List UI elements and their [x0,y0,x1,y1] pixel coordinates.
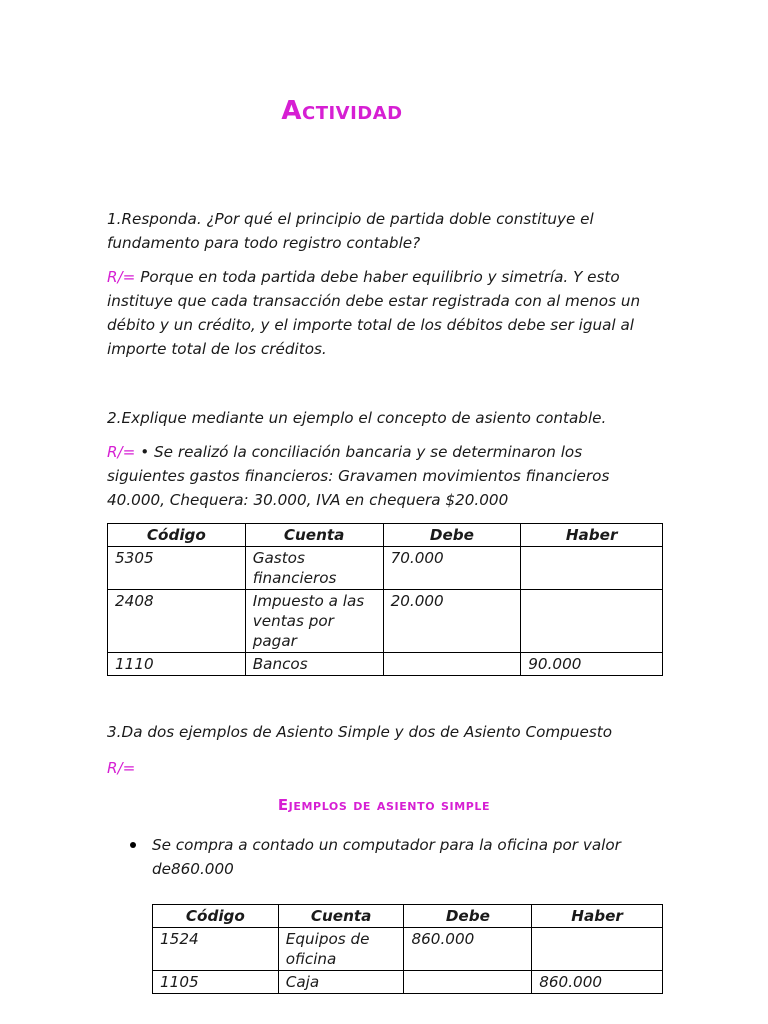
header-haber: Haber [521,524,663,547]
header-cuenta: Cuenta [245,524,383,547]
answer-2-text: • Se realizó la conciliación bancaria y se determinaron los siguientes gastos financieros: Gravamen movimientos financieros 40.000, Chequera: 30.000, IVA en chequera $20.000 [107,443,610,509]
cell-codigo: 2408 [108,590,246,653]
answer-2 [107,440,647,512]
cell-haber [532,928,663,971]
cell-debe: 860.000 [404,928,532,971]
header-codigo: Código [108,524,246,547]
header-haber: Haber [532,905,663,928]
table-row [153,971,663,994]
answer-1 [107,265,655,361]
cell-codigo: 1110 [108,653,246,676]
table-header-row [153,905,663,928]
question-2-text: Explique mediante un ejemplo el concepto de asiento contable. [121,409,607,427]
table-row [153,928,663,971]
answer-3-label: R/= [107,759,136,777]
cell-haber: 90.000 [521,653,663,676]
cell-debe: 70.000 [383,547,521,590]
question-2 [107,406,667,430]
question-3-text: Da dos ejemplos de Asiento Simple y dos de Asiento Compuesto [121,723,612,741]
bullet-item: Se compra a contado un computador para la oficina por valor de860.000 [152,836,621,878]
cell-debe [404,971,532,994]
answer-3 [107,756,667,780]
table-row [108,653,663,676]
cell-haber: 860.000 [532,971,663,994]
header-debe: Debe [404,905,532,928]
answer-2-label: R/= [107,443,136,461]
cell-codigo: 1524 [153,928,279,971]
cell-cuenta: Bancos [245,653,383,676]
answer-1-label: R/= [107,268,136,286]
cell-cuenta: Impuesto a las ventas por pagar [245,590,383,653]
question-1-text: Responda. ¿Por qué el principio de partida doble constituye el fundamento para todo registro contable? [107,210,594,252]
header-cuenta: Cuenta [278,905,404,928]
page-title: Actividad [281,96,403,126]
cell-haber [521,547,663,590]
cell-codigo: 5305 [108,547,246,590]
cell-cuenta: Gastos financieros [245,547,383,590]
question-2-number: 2. [107,409,122,427]
cell-debe [383,653,521,676]
table-header-row [108,524,663,547]
journal-entry-table-2 [152,904,663,994]
cell-debe: 20.000 [383,590,521,653]
answer-1-text: Porque en toda partida debe haber equilibrio y simetría. Y esto instituye que cada transacción debe estar registrada con al menos un débito y un crédito, y el importe total de los débitos debe ser igual al importe total de los créditos. [107,268,641,358]
question-3 [107,720,667,744]
table-row [108,590,663,653]
cell-cuenta: Caja [278,971,404,994]
cell-cuenta: Equipos de oficina [278,928,404,971]
question-3-number: 3. [107,723,122,741]
question-1 [107,207,667,255]
question-1-number: 1. [107,210,122,228]
cell-codigo: 1105 [153,971,279,994]
journal-entry-table-1 [107,523,663,676]
cell-haber [521,590,663,653]
bullet-dot-icon [130,842,136,848]
header-debe: Debe [383,524,521,547]
header-codigo: Código [153,905,279,928]
section-subtitle: Ejemplos de asiento simple [277,796,491,814]
table-row [108,547,663,590]
